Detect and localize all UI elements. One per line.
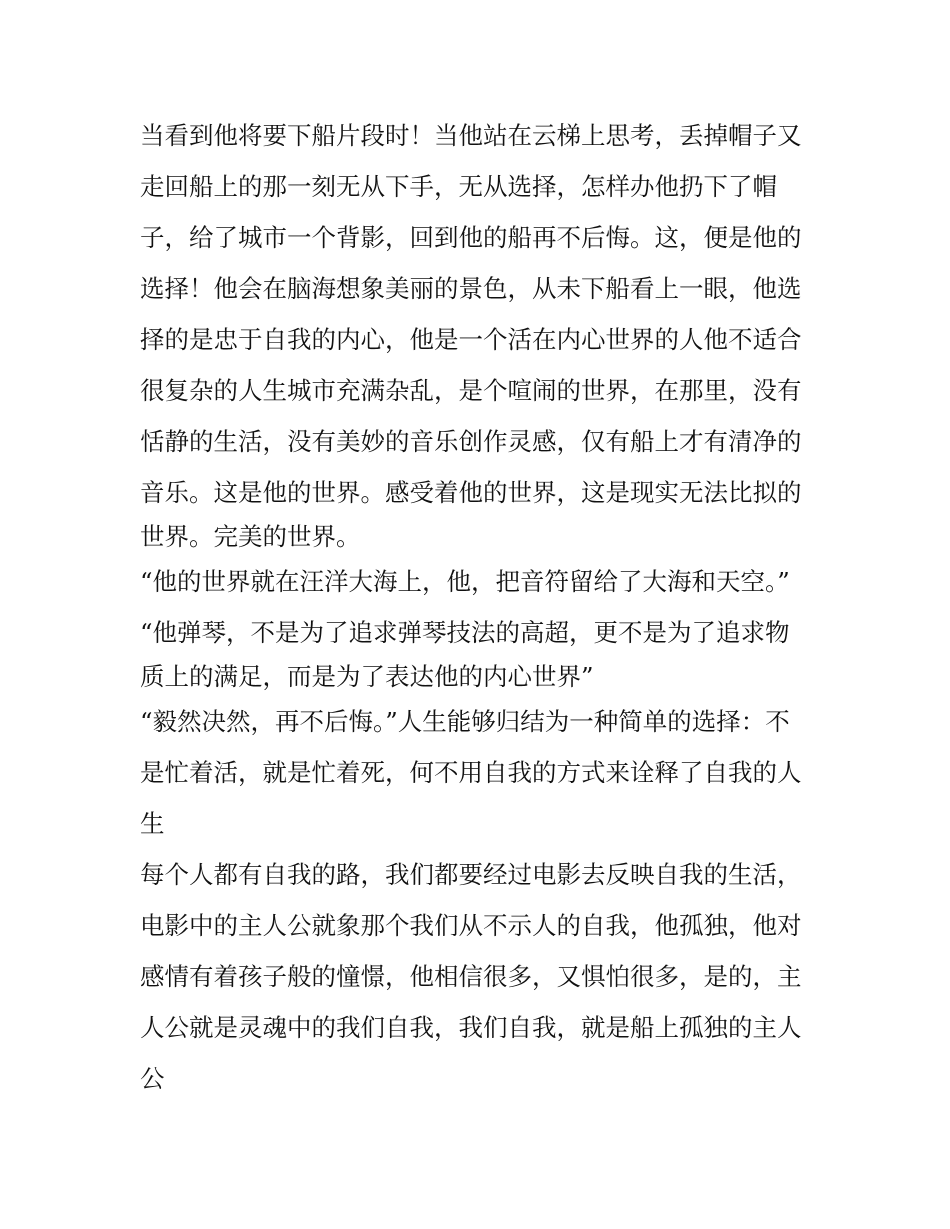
text-line: 世界。完美的世界。 [140, 522, 361, 551]
text-line: 走回船上的那一刻无从下手，无从选择，怎样办他扔下了帽 [140, 172, 777, 201]
text-line: “他弹琴，不是为了追求弹琴技法的高超，更不是为了追求物 [140, 618, 790, 647]
text-line: 质上的满足，而是为了表达他的内心世界” [140, 662, 594, 691]
text-line: 每个人都有自我的路，我们都要经过电影去反映自我的生活， [140, 860, 802, 889]
text-line: “他的世界就在汪洋大海上，他，把音符留给了大海和天空。” [140, 567, 790, 596]
text-line: 是忙着活，就是忙着死，何不用自我的方式来诠释了自我的人 [140, 758, 802, 787]
text-line: 公 [140, 1064, 165, 1093]
text-line: 子，给了城市一个背影，回到他的船再不后悔。这，便是他的 [140, 223, 802, 252]
text-line: 人公就是灵魂中的我们自我，我们自我，就是船上孤独的主人 [140, 1013, 802, 1042]
text-line: 择的是忠于自我的内心，他是一个活在内心世界的人他不适合 [140, 325, 802, 354]
text-line: 当看到他将要下船片段时！当他站在云梯上思考，丢掉帽子又 [140, 121, 802, 150]
text-line: 恬静的生活，没有美妙的音乐创作灵感，仅有船上才有清净的 [140, 427, 802, 456]
text-line: 音乐。这是他的世界。感受着他的世界，这是现实无法比拟的 [140, 478, 802, 507]
text-line: 很复杂的人生城市充满杂乱，是个喧闹的世界，在那里，没有 [140, 376, 802, 405]
text-line: 选择！他会在脑海想象美丽的景色，从未下船看上一眼，他选 [140, 274, 802, 303]
text-line: 生 [140, 809, 165, 838]
document-body [140, 110, 820, 1104]
text-line: 感情有着孩子般的憧憬，他相信很多，又惧怕很多，是的，主 [140, 962, 802, 991]
text-line: 电影中的主人公就象那个我们从不示人的自我，他孤独，他对 [140, 911, 802, 940]
text-line: “毅然决然，再不后悔。”人生能够归结为一种简单的选择：不 [140, 707, 790, 736]
